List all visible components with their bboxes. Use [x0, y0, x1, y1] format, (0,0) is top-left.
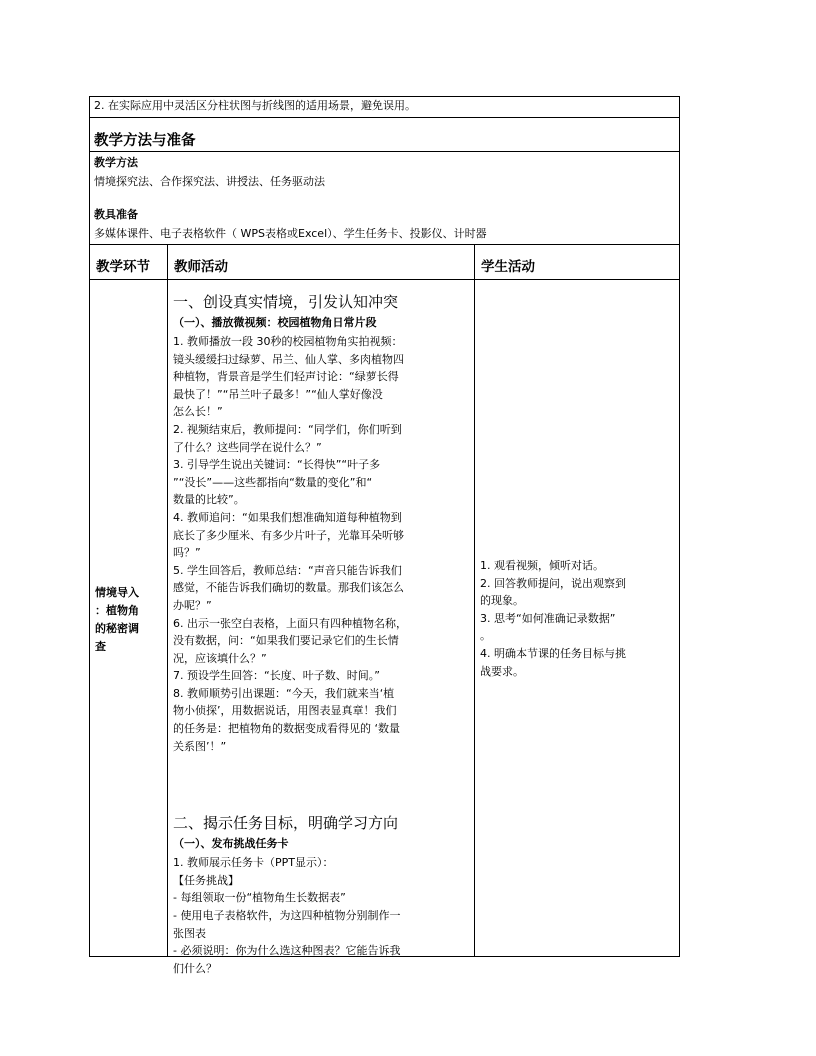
tools-text: 多媒体课件、电子表格软件（ WPS表格或Excel）、学生任务卡、投影仪、计时器 [94, 227, 487, 240]
part1-line: 数量的比较”。 [173, 493, 245, 507]
header-teacher-cell [174, 258, 228, 276]
tools-heading: 教具准备 [94, 208, 138, 221]
stage-line: ：植物角 [95, 604, 139, 617]
part1-line: 1. 教师播放一段 30秒的校园植物角实拍视频： [173, 335, 403, 348]
part1-line: 3. 引导学生说出关键词：“长得快”“叶子多 [173, 458, 381, 472]
part1-line: 办呢？” [173, 598, 212, 612]
stage-cell [95, 584, 163, 656]
part1-line: 感觉，不能告诉我们确切的数量。那我们该怎么 [173, 581, 404, 595]
part1-line: 底长了多少厘米、有多少片叶子，光靠耳朵听够 [173, 528, 404, 542]
part2-subtitle: （一）、发布挑战任务卡 [173, 837, 289, 851]
column-divider [474, 244, 475, 957]
part1-line: 最快了！”“吊兰叶子最多！”“仙人掌好像没 [173, 387, 383, 401]
part2-line: - 使用电子表格软件，为这四种植物分别制作一 [173, 909, 401, 923]
part1-title: 一、创设真实情境，引发认知冲突 [173, 293, 399, 311]
part1-line: 6. 出示一张空白表格，上面只有四种植物名称， [173, 616, 407, 630]
part1-line: 4. 教师追问：“如果我们想准确知道每种植物到 [173, 510, 402, 524]
student-line: 的现象。 [480, 594, 524, 608]
part1-line: 没有数据，问：“如果我们要记录它们的生长情 [173, 634, 399, 648]
part2-line: - 必须说明：你为什么选这种图表？它能告诉我 [173, 944, 401, 958]
part1-subtitle: （一）、播放微视频：校园植物角日常片段 [173, 316, 377, 329]
header-teacher: 教师活动 [174, 259, 228, 275]
row-divider [89, 244, 680, 245]
row-divider [89, 151, 680, 152]
teacher-activity-cell [173, 292, 471, 977]
part1-line: 8. 教师顺势引出课题：“今天，我们就来当‘植 [173, 686, 395, 700]
student-activity-cell [480, 557, 676, 680]
objective-cell [94, 98, 674, 114]
part1-line: 2. 视频结束后，教师提问：“同学们，你们听到 [173, 422, 402, 436]
part2-line: 张图表 [173, 926, 206, 940]
part2-line: 【任务挑战】 [173, 873, 239, 887]
objective-text: 2. 在实际应用中灵活区分柱状图与折线图的适用场景，避免误用。 [94, 99, 416, 112]
student-line: 。 [480, 629, 491, 643]
section-title: 教学方法与准备 [94, 133, 196, 149]
header-stage-cell [96, 258, 150, 276]
part1-line: 物小侦探’，用数据说话，用图表显真章！我们 [173, 704, 397, 718]
row-divider [89, 279, 680, 280]
part1-line: 的任务是：把植物角的数据变成看得见的 ‘数量 [173, 722, 400, 736]
student-line: 4. 明确本节课的任务目标与挑 [480, 646, 626, 660]
part2-line: 1. 教师展示任务卡（PPT显示）： [173, 856, 334, 870]
column-divider [167, 244, 168, 957]
part1-line: 7. 预设学生回答：“长度、叶子数、时间。” [173, 669, 380, 683]
header-student-cell [481, 258, 535, 276]
part2-title: 二、揭示任务目标，明确学习方向 [173, 814, 399, 833]
methods-cell [94, 155, 674, 242]
stage-line: 的秘密调 [95, 622, 139, 635]
part1-line: 种植物，背景音是学生们轻声讨论：“绿萝长得 [173, 370, 399, 384]
methods-heading: 教学方法 [94, 156, 138, 169]
part1-line: 关系图’！” [173, 739, 227, 753]
part1-body [173, 333, 471, 755]
student-line: 3. 思考“如何准确记录数据” [480, 611, 616, 625]
methods-text: 情境探究法、合作探究法、讲授法、任务驱动法 [94, 175, 325, 188]
part1-line: 吗？” [173, 546, 201, 560]
part1-line: ”“没长”——这些都指向“数量的变化”和“ [173, 475, 373, 489]
student-line: 战要求。 [480, 664, 524, 678]
section-title-cell [94, 131, 674, 151]
stage-line: 情境导入 [95, 586, 139, 599]
part1-line: 况，应该填什么？” [173, 651, 267, 665]
row-divider [89, 117, 680, 118]
part2-line: - 每组领取一份“植物角生长数据表” [173, 891, 346, 905]
student-line: 2. 回答教师提问，说出观察到 [480, 576, 626, 590]
part1-line: 5. 学生回答后，教师总结：“声音只能告诉我们 [173, 563, 402, 577]
stage-line: 查 [95, 640, 106, 653]
part1-line: 怎么长！” [173, 405, 223, 419]
part2-body [173, 854, 471, 977]
part2-line: 们什么？ [173, 961, 217, 975]
part1-line: 了什么？这些同学在说什么？” [173, 440, 322, 454]
header-stage: 教学环节 [96, 259, 150, 275]
student-line: 1. 观看视频，倾听对话。 [480, 559, 604, 572]
part1-line: 镜头缓缓扫过绿萝、吊兰、仙人掌、多肉植物四 [173, 352, 404, 366]
header-student: 学生活动 [481, 259, 535, 275]
